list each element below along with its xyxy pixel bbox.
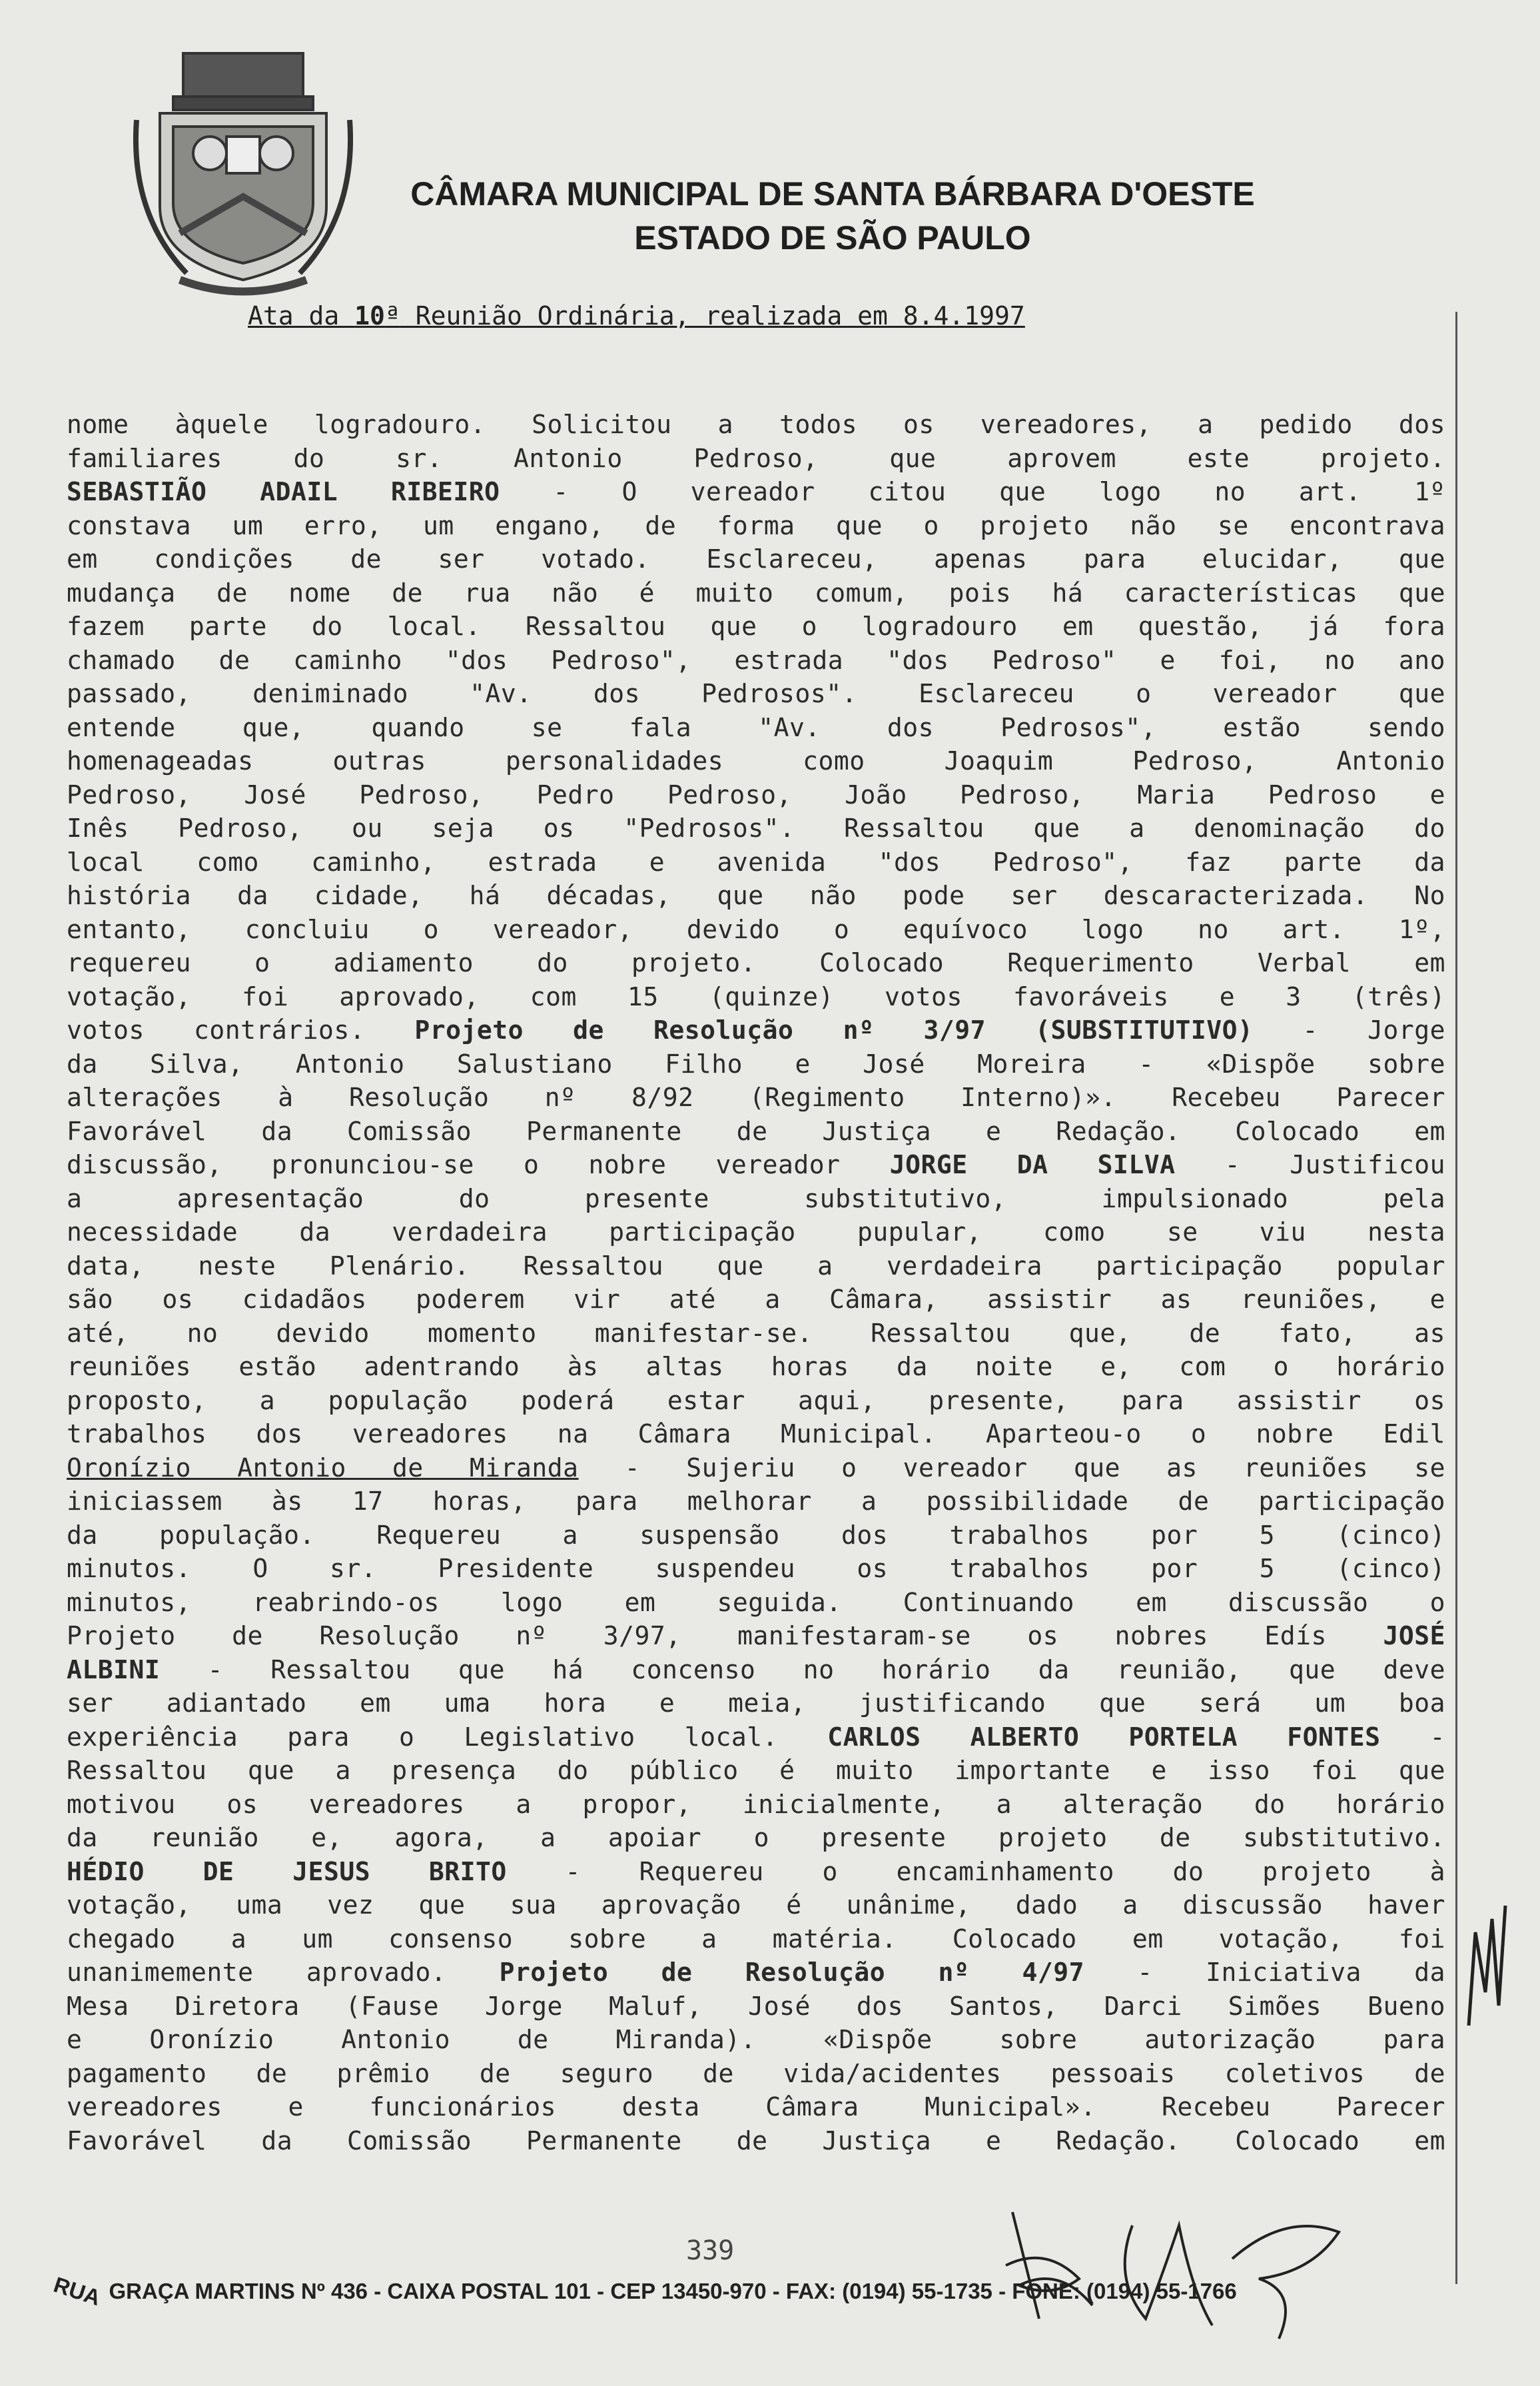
footer-rua: RUA bbox=[51, 2271, 104, 2311]
text-segment: a apresentação do presente substitutivo, impulsionado pela bbox=[67, 1183, 1445, 1213]
meeting-number: 10 bbox=[354, 301, 385, 330]
text-line bbox=[67, 1013, 1445, 1047]
text-segment: proposto, a população poderá estar aqui, presente, para assistir os bbox=[67, 1385, 1445, 1415]
text-line bbox=[67, 1115, 1445, 1149]
text-segment: ALBINI bbox=[67, 1654, 161, 1684]
text-segment: experiência para o Legislativo local. bbox=[67, 1722, 828, 1752]
text-line bbox=[67, 980, 1445, 1014]
text-segment: fazem parte do local. Ressaltou que o logradouro em questão, já fora bbox=[67, 612, 1445, 641]
page-number: 339 bbox=[686, 2235, 735, 2266]
text-line bbox=[67, 1215, 1445, 1249]
text-segment: da Silva, Antonio Salustiano Filho e José Moreira - «Dispõe sobre bbox=[67, 1049, 1445, 1079]
text-segment: chegado a um consenso sobre a matéria. Colocado em votação, foi bbox=[67, 1924, 1445, 1954]
text-segment: Inês Pedroso, ou seja os "Pedrosos". Ressaltou que a denominação do bbox=[67, 814, 1445, 843]
text-segment: ser adiantado em uma hora e meia, justificando que será um boa bbox=[67, 1688, 1445, 1718]
text-line bbox=[67, 1081, 1445, 1115]
text-line bbox=[67, 2124, 1445, 2158]
text-line bbox=[67, 2057, 1445, 2091]
text-line bbox=[67, 913, 1445, 947]
text-line bbox=[67, 2023, 1445, 2057]
text-line bbox=[67, 542, 1445, 576]
text-line bbox=[67, 1317, 1445, 1351]
title-rest: Reunião Ordinária, realizada em 8.4.1997 bbox=[400, 301, 1025, 330]
text-segment: pagamento de prêmio de seguro de vida/acidentes pessoais coletivos de bbox=[67, 2058, 1445, 2088]
text-segment: mudança de nome de rua não é muito comum, pois há características que bbox=[67, 578, 1445, 608]
text-segment: Projeto de Resolução nº 4/97 bbox=[499, 1958, 1085, 1987]
text-segment: e Oronízio Antonio de Miranda). «Dispõe sobre autorização para bbox=[67, 2025, 1445, 2054]
text-segment: discussão, pronunciou-se o nobre vereador bbox=[67, 1150, 890, 1179]
text-segment: - Sujeriu o vereador que as reuniões se bbox=[578, 1453, 1445, 1483]
address-footer bbox=[51, 2271, 1465, 2311]
letterhead bbox=[400, 172, 1266, 260]
text-segment: votação, uma vez que sua aprovação é unânime, dado a discussão haver bbox=[67, 1890, 1445, 1920]
text-segment: - O vereador citou que logo no art. 1º bbox=[500, 477, 1445, 506]
text-line bbox=[67, 1182, 1445, 1216]
margin-signature bbox=[1462, 1892, 1515, 2039]
title-prefix: Ata da bbox=[248, 301, 355, 330]
text-line bbox=[67, 1653, 1445, 1687]
text-line bbox=[67, 1249, 1445, 1283]
text-segment: são os cidadãos poderem vir até a Câmara, assistir as reuniões, e bbox=[67, 1285, 1445, 1314]
margin-rule bbox=[1455, 312, 1457, 2284]
text-line bbox=[67, 1821, 1445, 1855]
text-line bbox=[67, 744, 1445, 778]
text-segment: - Jorge bbox=[1253, 1015, 1445, 1045]
text-line bbox=[67, 1754, 1445, 1788]
municipal-coat-of-arms bbox=[133, 40, 353, 300]
text-line bbox=[67, 1788, 1445, 1822]
text-segment: Mesa Diretora (Fause Jorge Maluf, José dos Santos, Darci Simões Bueno bbox=[67, 1991, 1445, 2021]
text-segment: história da cidade, há décadas, que não pode ser descaracterizada. No bbox=[67, 881, 1445, 910]
state-name: ESTADO DE SÃO PAULO bbox=[634, 219, 1031, 257]
text-line bbox=[67, 946, 1445, 980]
handwritten-signatures bbox=[992, 2185, 1365, 2345]
text-line bbox=[67, 812, 1445, 846]
text-segment: em condições de ser votado. Esclareceu, apenas para elucidar, que bbox=[67, 544, 1445, 574]
text-line bbox=[67, 610, 1445, 644]
text-segment: nome àquele logradouro. Solicitou a todos os vereadores, a pedido dos bbox=[67, 410, 1445, 439]
minutes-body bbox=[67, 408, 1445, 2157]
text-segment: requereu o adiamento do projeto. Colocado Requerimento Verbal em bbox=[67, 948, 1445, 977]
text-segment: Oronízio Antonio de Miranda bbox=[67, 1453, 579, 1483]
text-segment: da população. Requereu a suspensão dos trabalhos por 5 (cinco) bbox=[67, 1520, 1445, 1550]
text-segment: HÉDIO DE JESUS BRITO bbox=[67, 1856, 507, 1886]
text-line bbox=[67, 1451, 1445, 1485]
text-segment: passado, deniminado "Av. dos Pedrosos". Esclareceu o vereador que bbox=[67, 679, 1445, 708]
text-segment: Ressaltou que a presença do público é muito importante e isso foi que bbox=[67, 1756, 1445, 1785]
text-line bbox=[67, 1148, 1445, 1182]
text-line bbox=[67, 1485, 1445, 1518]
text-segment: votos contrários. bbox=[67, 1015, 415, 1045]
text-segment: JOSÉ bbox=[1383, 1621, 1445, 1650]
text-segment: familiares do sr. Antonio Pedroso, que aprovem este projeto. bbox=[67, 443, 1445, 473]
text-segment: até, no devido momento manifestar-se. Ressaltou que, de fato, as bbox=[67, 1318, 1445, 1348]
text-line bbox=[67, 1350, 1445, 1384]
text-segment: Favorável da Comissão Permanente de Justiça e Redação. Colocado em bbox=[67, 1116, 1445, 1146]
text-line bbox=[67, 408, 1445, 442]
text-segment: - Iniciativa da bbox=[1084, 1958, 1445, 1987]
text-line bbox=[67, 879, 1445, 913]
text-line bbox=[67, 475, 1445, 509]
text-segment: entende que, quando se fala "Av. dos Pedrosos", estão sendo bbox=[67, 712, 1445, 742]
text-line bbox=[67, 1384, 1445, 1418]
text-line bbox=[67, 1990, 1445, 2024]
title-ordinal: ª bbox=[384, 301, 400, 330]
text-segment: minutos, reabrindo-os logo em seguida. Continuando em discussão o bbox=[67, 1587, 1445, 1617]
text-segment: votação, foi aprovado, com 15 (quinze) votos favoráveis e 3 (três) bbox=[67, 981, 1445, 1011]
minutes-title bbox=[248, 301, 1025, 330]
text-line bbox=[67, 1720, 1445, 1754]
text-line bbox=[67, 711, 1445, 745]
text-line bbox=[67, 442, 1445, 476]
text-segment: local como caminho, estrada e avenida "dos Pedroso", faz parte da bbox=[67, 847, 1445, 877]
text-line bbox=[67, 1888, 1445, 1922]
text-line bbox=[67, 1956, 1445, 1990]
text-segment: homenageadas outras personalidades como Joaquim Pedroso, Antonio bbox=[67, 746, 1445, 776]
text-segment: - Ressaltou que há concenso no horário da reunião, que deve bbox=[160, 1654, 1445, 1684]
text-line bbox=[67, 2090, 1445, 2124]
text-line bbox=[67, 846, 1445, 880]
text-segment: trabalhos dos vereadores na Câmara Municipal. Aparteou-o o nobre Edil bbox=[67, 1419, 1445, 1449]
text-segment: Favorável da Comissão Permanente de Justiça e Redação. Colocado em bbox=[67, 2125, 1445, 2155]
text-line bbox=[67, 1283, 1445, 1317]
text-segment: constava um erro, um engano, de forma que o projeto não se encontrava bbox=[67, 510, 1445, 540]
text-segment: - Requereu o encaminhamento do projeto à bbox=[506, 1856, 1446, 1886]
text-segment: Projeto de Resolução nº 3/97 (SUBSTITUTIVO) bbox=[414, 1015, 1254, 1045]
text-line bbox=[67, 1619, 1445, 1653]
text-segment: - bbox=[1380, 1722, 1445, 1752]
text-segment: alterações à Resolução nº 8/92 (Regimento Interno)». Recebeu Parecer bbox=[67, 1083, 1445, 1112]
text-segment: data, neste Plenário. Ressaltou que a verdadeira participação popular bbox=[67, 1251, 1445, 1281]
text-line bbox=[67, 1417, 1445, 1451]
text-line bbox=[67, 509, 1445, 543]
text-line bbox=[67, 576, 1445, 610]
text-segment: entanto, concluiu o vereador, devido o equívoco logo no art. 1º, bbox=[67, 914, 1445, 944]
institution-name: CÂMARA MUNICIPAL DE SANTA BÁRBARA D'OESTE bbox=[410, 175, 1255, 213]
text-segment: vereadores e funcionários desta Câmara Municipal». Recebeu Parecer bbox=[67, 2092, 1445, 2121]
text-line bbox=[67, 1518, 1445, 1552]
text-segment: CARLOS ALBERTO PORTELA FONTES bbox=[827, 1722, 1381, 1752]
text-segment: SEBASTIÃO ADAIL RIBEIRO bbox=[67, 477, 500, 506]
text-segment: Projeto de Resolução nº 3/97, manifestaram-se os nobres Edís bbox=[67, 1621, 1383, 1650]
text-segment: unanimemente aprovado. bbox=[67, 1958, 500, 1987]
text-line bbox=[67, 778, 1445, 812]
text-line bbox=[67, 1855, 1445, 1889]
text-segment: reuniões estão adentrando às altas horas da noite e, com o horário bbox=[67, 1352, 1445, 1381]
text-line bbox=[67, 1586, 1445, 1620]
text-line bbox=[67, 677, 1445, 711]
text-segment: motivou os vereadores a propor, inicialmente, a alteração do horário bbox=[67, 1789, 1445, 1819]
footer-address: GRAÇA MARTINS Nº 436 - CAIXA POSTAL 101 - CEP 13450-970 - FAX: (0194) 55-1735 - FONE: (0194) 55-1766 bbox=[109, 2279, 1237, 2303]
text-line bbox=[67, 1922, 1445, 1956]
text-segment: necessidade da verdadeira participação pupular, como se viu nesta bbox=[67, 1217, 1445, 1247]
text-segment: iniciassem às 17 horas, para melhorar a possibilidade de participação bbox=[67, 1487, 1445, 1516]
text-segment: Pedroso, José Pedroso, Pedro Pedroso, João Pedroso, Maria Pedroso e bbox=[67, 780, 1445, 810]
text-segment: - Justificou bbox=[1175, 1150, 1445, 1179]
text-line bbox=[67, 644, 1445, 678]
text-segment: da reunião e, agora, a apoiar o presente projeto de substitutivo. bbox=[67, 1823, 1445, 1852]
text-line bbox=[67, 1552, 1445, 1586]
text-segment: chamado de caminho "dos Pedroso", estrada "dos Pedroso" e foi, no ano bbox=[67, 645, 1445, 675]
text-line bbox=[67, 1686, 1445, 1720]
text-line bbox=[67, 1047, 1445, 1081]
text-segment: JORGE DA SILVA bbox=[889, 1150, 1176, 1179]
text-segment: minutos. O sr. Presidente suspendeu os trabalhos por 5 (cinco) bbox=[67, 1554, 1445, 1583]
